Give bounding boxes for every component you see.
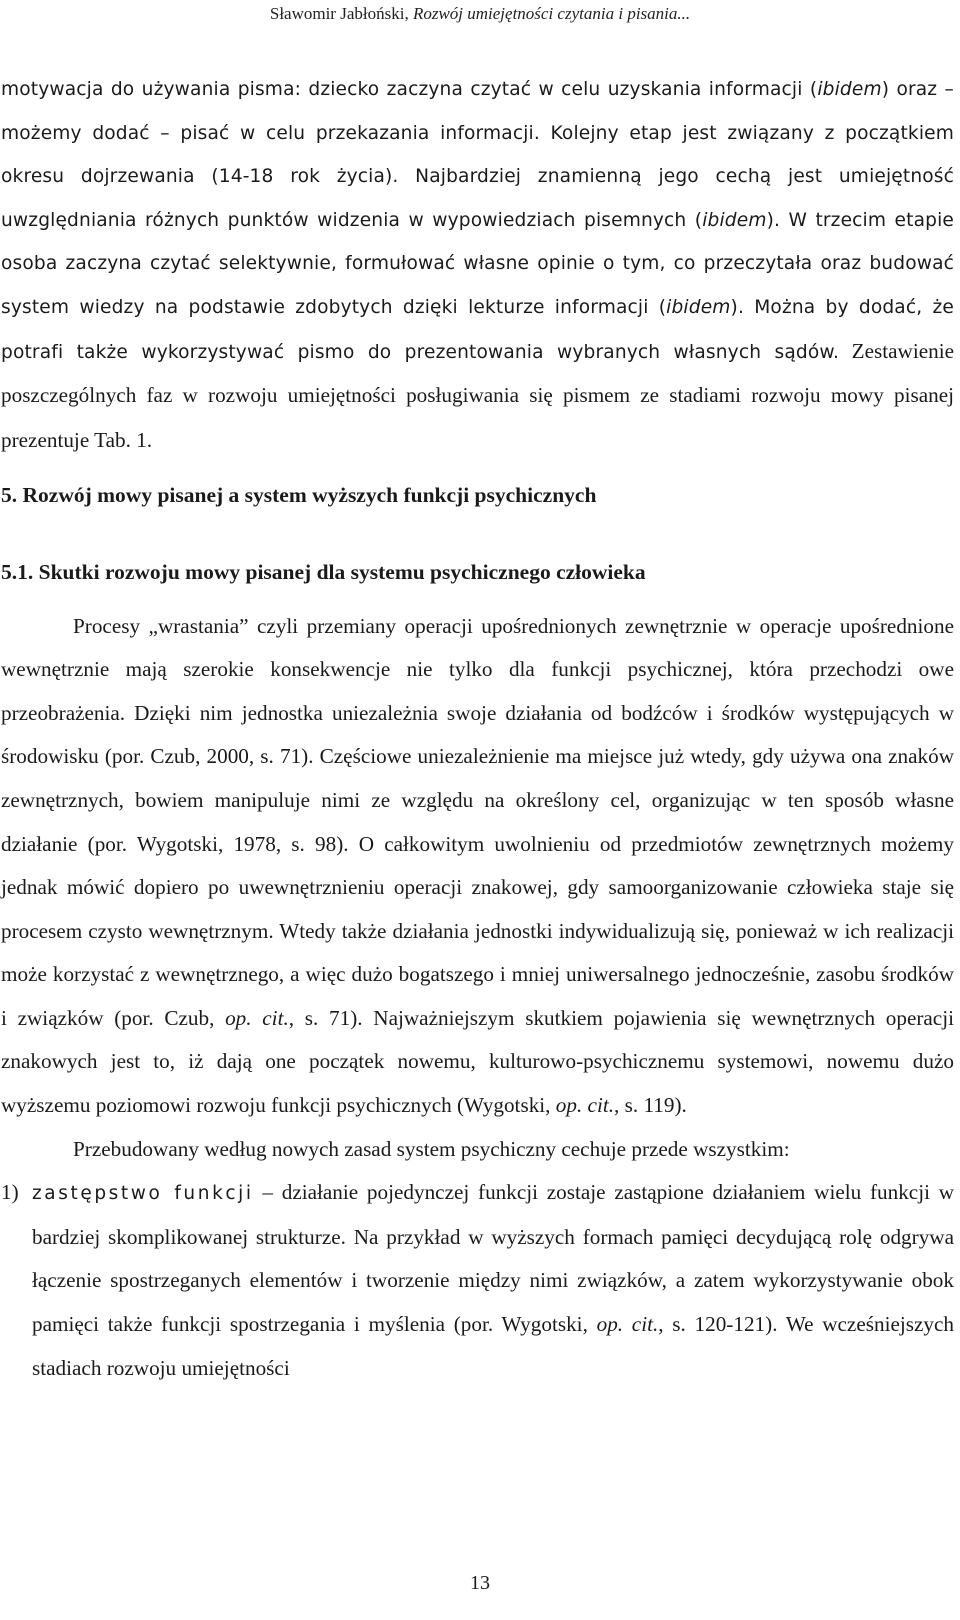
text-run: ). W trzecim etapie osoba zaczyna czytać selektywnie, formułować własne opinie o tym, co przeczytała oraz budować system wiedzy na podstawie zdobytych dzięki lekturze informacji (: [1, 209, 954, 318]
italic-ibidem: ibidem: [817, 79, 882, 100]
text-run: , s. 119).: [614, 1093, 687, 1118]
text-run: ). Można by dodać, że potrafi także wykorzystywać pismo do prezentowania wybranych własnych sądów.: [1, 296, 954, 363]
italic-op-cit: op. cit.: [225, 1005, 289, 1030]
text-run: Procesy „wrastania” czyli przemiany operacji upośrednionych zewnętrznie w operacje upośrednione wewnętrznie mają szerokie konsekwencje nie tylko dla funkcji psychicznej, która przechodzi owe przeobrażenia. Dzięki nim jednostka uniezależnia swoje działania od bodźców i środków występujących w środowisku (por. Czub, 2000, s. 71). Częściowe uniezależnienie ma miejsce już wtedy, gdy używa ona znaków zewnętrznych, bowiem manipuluje nimi ze względu na określony cel, organizując w ten sposób własne działanie (por. Wygotski, 1978, s. 98). O całkowitym uwolnieniu od przedmiotów zewnętrznych możemy jednak mówić dopiero po uwewnętrznieniu operacji znakowej, gdy samoorganizowanie człowieka staje się procesem czysto wewnętrznym. Wtedy także działania jednostki indywidualizują się, ponieważ w ich realizacji może korzystać z wewnętrznego, a więc dużo bogatszego i mniej uniwersalnego jednocześnie, zasobu środków i związków (por. Czub,: [1, 613, 954, 1030]
paragraph-3: Przebudowany według nowych zasad system psychiczny cechuje przede wszystkim:: [73, 1136, 790, 1161]
list-item-body: [32, 1171, 954, 1390]
paragraph-2: [1, 605, 954, 1128]
text-run: motywacja do używania pisma: dziecko zaczyna czytać w celu uzyskania informacji (: [1, 79, 818, 100]
paragraph-1: [1, 68, 954, 463]
list-term: zastępstwo funkcji: [32, 1183, 254, 1205]
list-item-1: [1, 1171, 954, 1390]
italic-op-cit: op. cit.: [596, 1312, 659, 1337]
header-author: Sławomir Jabłoński,: [269, 4, 413, 23]
text-run: , s. 71). Najważniejszym skutkiem pojawienia się wewnętrznych operacji znakowych jest to, iż dają one początek nowemu, kulturowo-psychicznemu systemowi, nowemu dużo wyższemu poziomowi rozwoju funkcji psychicznych (Wygotski,: [1, 1005, 954, 1118]
text-run-serif: Zestawienie poszczególnych faz w rozwoju umiejętności posługiwania się pismem ze stadiami rozwoju mowy pisanej prezentuje Tab. 1.: [1, 338, 955, 452]
text-run: ) oraz – możemy dodać – pisać w celu przekazania informacji. Kolejny etap jest związany z początkiem okresu dojrzewania (14-18 rok życia). Najbardziej znamienną jego cechą jest umiejętność uwzględniania różnych punktów widzenia w wypowiedziach pisemnych (: [1, 79, 955, 231]
page-number: 13: [470, 1572, 490, 1594]
section-heading-5: 5. Rozwój mowy pisanej a system wyższych funkcji psychicznych: [1, 483, 597, 508]
running-header: [0, 4, 960, 24]
text-run: – działanie pojedynczej funkcji zostaje zastąpione działaniem wielu funkcji w bardziej skomplikowanej strukturze. Na przykład w wyższych formach pamięci decydującą rolę odgrywa łączenie spostrzeganych elementów i tworzenie między nimi związków, a zatem wykorzystywanie obok pamięci także funkcji spostrzegania i myślenia (por. Wygotski,: [32, 1180, 954, 1337]
text-run: , s. 120-121). We wcześniejszych stadiach rozwoju umiejętności: [32, 1312, 954, 1380]
italic-op-cit: op. cit.: [555, 1093, 615, 1118]
italic-ibidem: ibidem: [702, 209, 767, 231]
italic-ibidem: ibidem: [666, 296, 731, 318]
header-title: Rozwój umiejętności czytania i pisania...: [412, 4, 691, 23]
list-number: 1): [1, 1180, 19, 1205]
page-content: [1, 68, 954, 1390]
section-heading-5-1: 5.1. Skutki rozwoju mowy pisanej dla systemu psychicznego człowieka: [1, 559, 646, 584]
